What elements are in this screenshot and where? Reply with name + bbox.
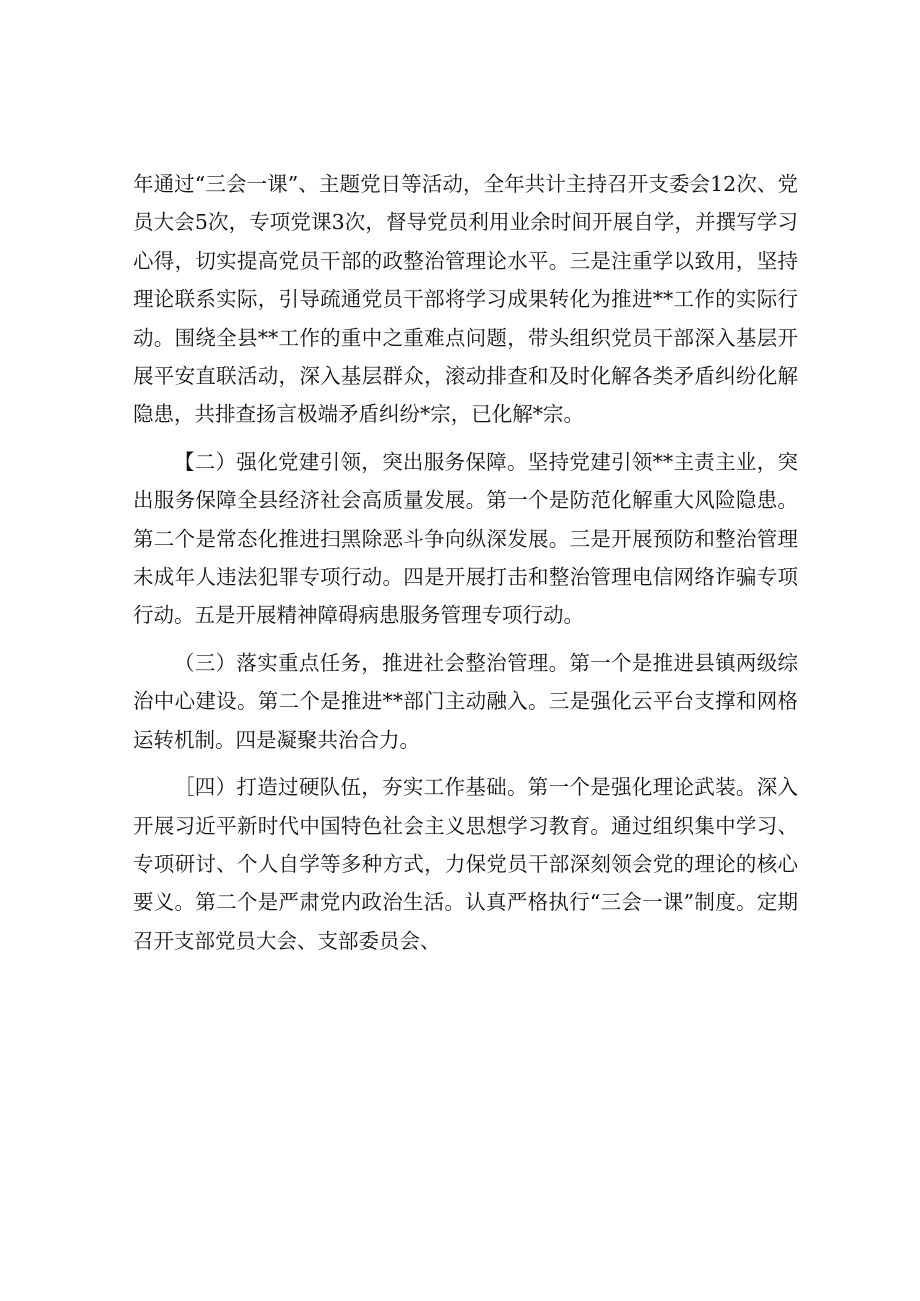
paragraph-continuation: 年通过“三会一课”、主题党日等活动，全年共计主持召开支委会12次、党员大会5次，专项党课3次，督导党员利用业余时间开展自学，并撰写学习心得，切实提高党员干部的政整治管理论水平。三是注重学以致用，坚持理论联系实际，引导疏通党员干部将学习成果转化为推进**工作的实际行动。围绕全县**工作的重中之重难点问题，带头组织党员干部深入基层开展平安直联活动，深入基层群众，滚动排查和及时化解各类矛盾纠纷化解隐患，共排查扬言极端矛盾纠纷*宗，已化解*宗。 xyxy=(133,172,798,427)
paragraph-section-four: ［四）打造过硬队伍，夯实工作基础。第一个是强化理论武装。深入开展习近平新时代中国特色社会主义思想学习教育。通过组织集中学习、专项研讨、个人自学等多种方式，力保党员干部深刻领会党的理论的核心要义。第二个是严肃党内政治生活。认真严格执行“三会一课”制度。定期召开支部党员大会、支部委员会、 xyxy=(133,775,798,953)
paragraph-section-three: （三）落实重点任务，推进社会整治管理。第一个是推进县镇两级综治中心建设。第二个是推进**部门主动融入。三是强化云平台支撑和网格运转机制。四是凝聚共治合力。 xyxy=(133,650,798,752)
document-body xyxy=(133,165,798,960)
paragraph-section-two: 【二）强化党建引领，突出服务保障。坚持党建引领**主责主业，突出服务保障全县经济社会高质量发展。第一个是防范化解重大风险隐患。第二个是常态化推进扫黑除恶斗争向纵深发展。三是开展预防和整治管理未成年人违法犯罪专项行动。四是开展打击和整治管理电信网络诈骗专项行动。五是开展精神障碍病患服务管理专项行动。 xyxy=(133,449,798,628)
